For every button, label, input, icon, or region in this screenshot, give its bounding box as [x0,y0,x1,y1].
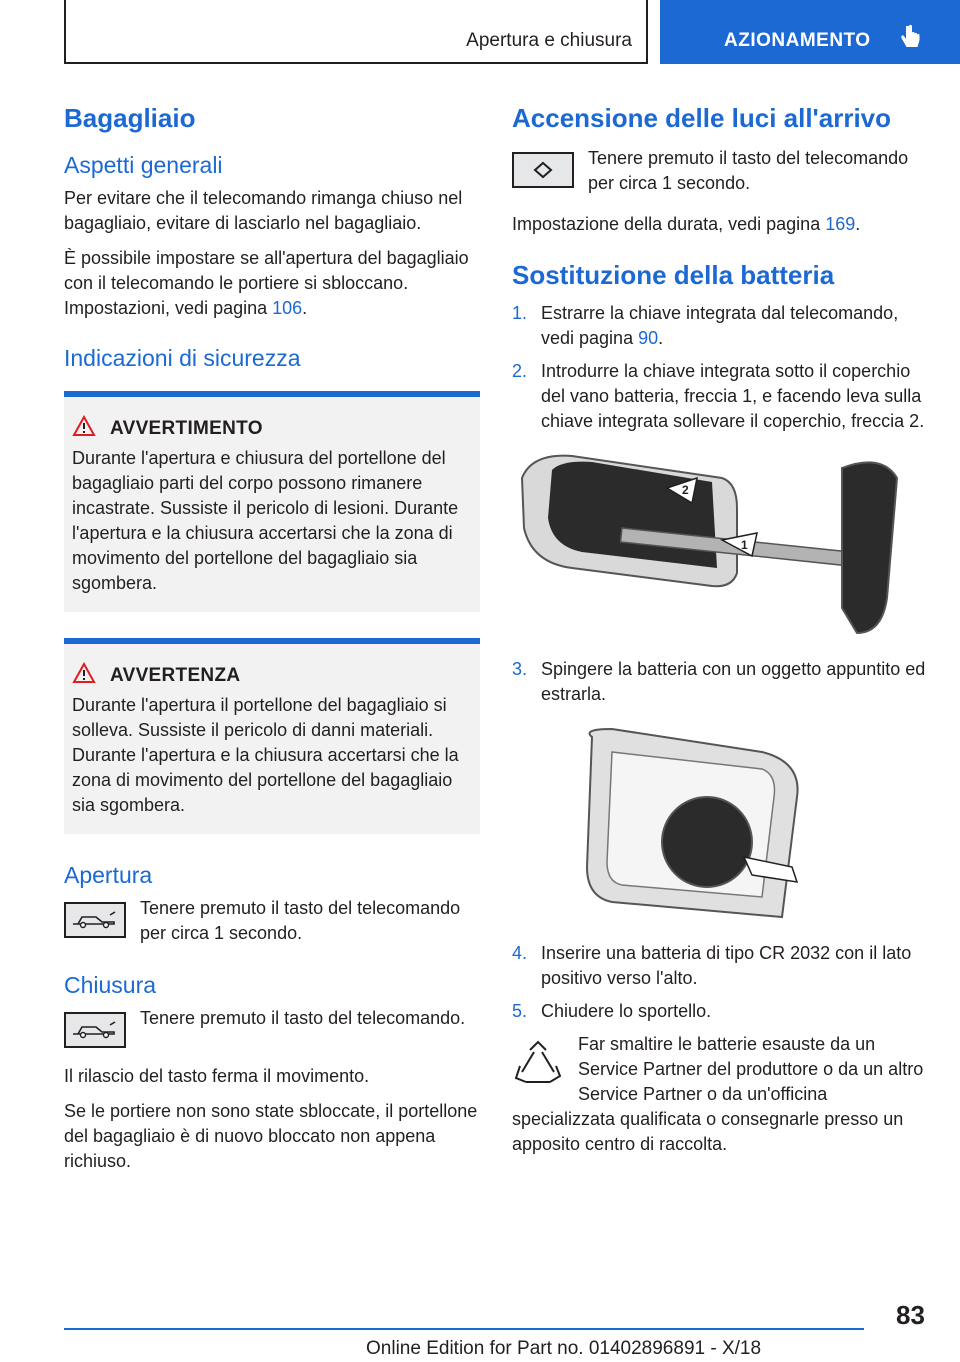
footer-edition: Online Edition for Part no. 01402896891 - X/18 [366,1338,762,1359]
page-link-90[interactable]: 90 [638,328,659,348]
section-title-battery: Sostituzione della batteria [512,260,835,290]
header-chapter-title: AZIONAMENTO [724,30,871,51]
closing-text: Tenere premuto il tasto del telecomando. [140,1008,466,1028]
header-section-title: Apertura e chiusura [466,30,632,51]
recycle-note [512,1032,928,1157]
trunk-button-icon [64,902,126,938]
opening-text: Tenere premuto il tasto del telecomando per circa 1 secondo. [140,898,461,943]
key-fob-open-illustration [512,448,902,643]
list-item: 5. Chiudere lo sportello. [512,1001,712,1021]
left-column [64,100,480,1184]
lights-text: Tenere premuto il tasto del telecomando per circa 1 secondo. [588,148,909,193]
paragraph-general-1: Per evitare che il telecomando rimanga chiuso nel bagagliaio, evitare di lasciarlo nel bagagliaio. [64,188,463,233]
closing-row [64,1006,480,1048]
lights-row [512,146,928,196]
warning-triangle-icon [72,662,96,689]
page-link-169[interactable]: 169 [825,214,856,234]
heading-opening: Apertura [64,862,153,888]
header-chapter-tab [660,0,960,64]
arrow-label-2: 2 [682,483,689,497]
closing-paragraph-1: Il rilascio del tasto ferma il movimento. [64,1066,370,1086]
footer-rule [64,1328,864,1330]
warning-text-2: Durante l'apertura il portellone del bagagliaio si solleva. Sussiste il pericolo di danni materiali. Durante l'apertura e la chiusura accertarsi che la zona di movimento del portellone del bagagliaio sia sgombera. [72,695,459,815]
unlock-button-icon [512,152,574,188]
warning-box-2 [64,638,480,834]
arrow-label-1: 1 [741,538,748,552]
paragraph-general-2: È possibile impostare se all'apertura del bagagliaio con il telecomando le portiere si sbloccano. Impostazioni, vedi pagina 106. [64,248,469,318]
page-link-106[interactable]: 106 [272,298,303,318]
section-title-lights: Accensione delle luci all'arrivo [512,103,892,133]
page-number: 83 [896,1300,925,1330]
heading-general: Aspetti generali [64,152,223,178]
right-column [512,100,928,1167]
warning-triangle-icon [72,415,96,442]
battery-steps-3 [512,941,928,1024]
list-item: 4. Inserire una batteria di tipo CR 2032 con il lato positivo verso l'alto. [512,943,912,988]
lights-duration: Impostazione della durata, vedi pagina 169. [512,214,861,234]
warning-title-1: AVVERTIMENTO [110,417,263,439]
heading-closing: Chiusura [64,972,157,998]
trunk-button-icon [64,1012,126,1048]
list-item: 2. Introdurre la chiave integrata sotto il coperchio del vano batteria, freccia 1, e facendo leva sulla chiave integrata sollevare il coperchio, freccia 2. [512,361,925,431]
list-item: 3. Spingere la batteria con un oggetto appuntito ed estrarla. [512,659,926,704]
warning-box-1 [64,391,480,612]
section-title-bagagliaio: Bagagliaio [64,103,196,133]
recycle-icon [512,1038,564,1095]
battery-steps-2 [512,657,928,707]
opening-row [64,896,480,946]
warning-text-1: Durante l'apertura e chiusura del portellone del bagagliaio parti del corpo possono rimanere incastrate. Sussiste il pericolo di lesioni. Durante l'apertura e la chiusura accertarsi che la zona di movimento del portellone del bagagliaio sia sgombera. [72,448,459,593]
warning-title-2: AVVERTENZA [110,664,241,686]
recycle-text: Far smaltire le batterie esauste da un Service Partner del produttore o da un altro Service Partner o da un'officina specializzata qualificata o consegnarle presso un apposito centro di raccolta. [512,1034,924,1154]
heading-safety: Indicazioni di sicurezza [64,345,301,371]
battery-compartment-illustration [512,727,928,927]
list-item: 1. Estrarre la chiave integrata dal telecomando, vedi pagina 90. [512,303,899,348]
closing-paragraph-2: Se le portiere non sono state sbloccate, il portellone del bagagliaio è di nuovo bloccato non appena richiuso. [64,1101,478,1171]
header-frame [64,0,648,64]
hand-pointer-icon [900,24,922,57]
battery-steps [512,301,928,434]
